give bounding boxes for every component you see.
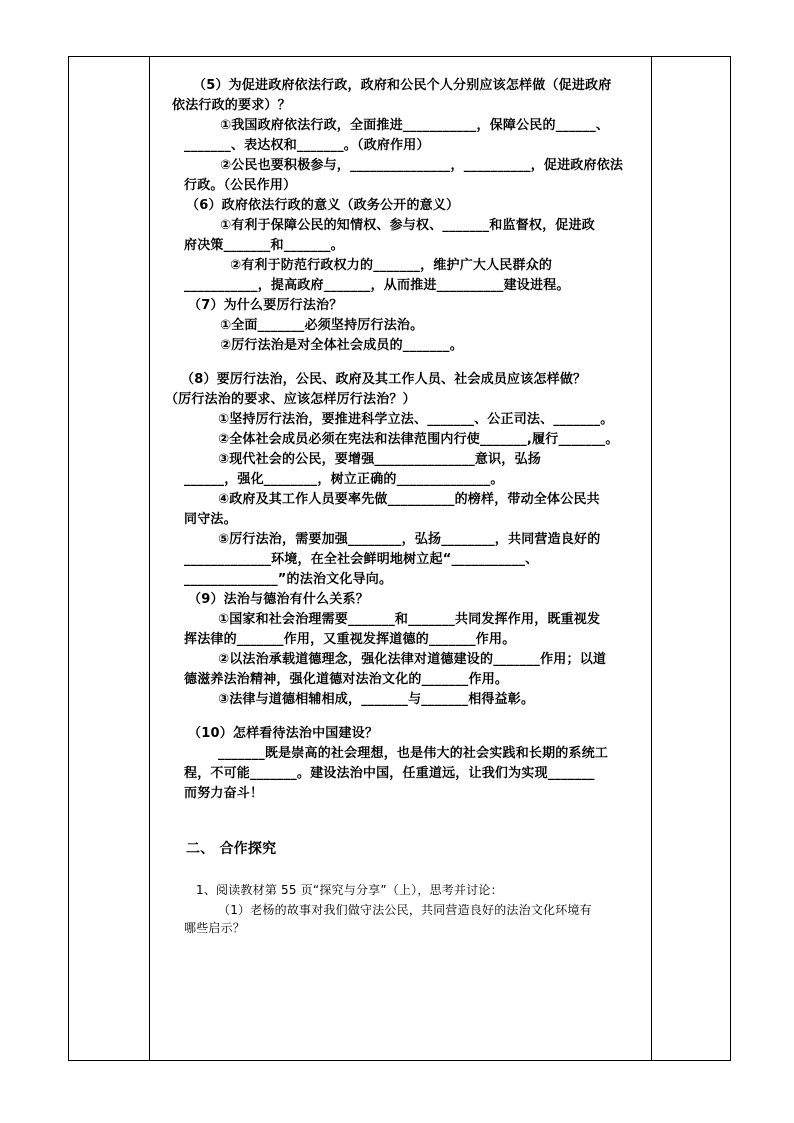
- q8-item1: ①坚持厉行法治，要推进科学立法、_______、公正司法、_______。: [218, 412, 614, 427]
- q8-item5-line2: _____________环境，在全社会鲜明地树立起“___________、: [184, 552, 539, 567]
- q10-title: （10）怎样看待法治中国建设？: [188, 726, 379, 741]
- q6-item1-line2: 府决策_______和_______。: [184, 238, 344, 253]
- q8-item5-line3: ______________”的法治文化导向。: [184, 572, 393, 587]
- q9-item1-line2: 挥法律的_______作用，又重视发挥道德的_______作用。: [184, 632, 516, 647]
- q5-item2-line1: ②公民也要积极参与，_______________，__________，促进政府依法: [220, 158, 624, 173]
- q6-item2-line2: ___________，提高政府_______，从而推进__________建设进程。: [184, 278, 570, 293]
- q5-item1-line2: _______、表达权和_______。（政府作用）: [184, 138, 430, 153]
- q10-body-line2: 程，不可能_______。建设法治中国，任重道远，让我们为实现_______: [184, 766, 595, 781]
- q6-item1-line1: ①有利于保障公民的知情权、参与权、_______和监督权，促进政: [220, 218, 595, 233]
- q8-item5-line1: ⑤厉行法治，需要加强________，弘扬________，共同营造良好的: [218, 532, 601, 547]
- q7-item1: ①全面_______必须坚持厉行法治。: [220, 318, 424, 333]
- q9-item1-line1: ①国家和社会治理需要_______和_______共同发挥作用，既重视发: [218, 612, 601, 627]
- q5-title-line2: 依法行政的要求）？: [172, 98, 291, 113]
- q8-item3-line2: ______，强化________，树立正确的______________。: [184, 472, 504, 487]
- q5-item1-line1: ①我国政府依法行政，全面推进___________，保障公民的______、: [220, 118, 610, 133]
- q9-item3: ③法律与道德相辅相成，_______与_______相得益彰。: [218, 692, 535, 707]
- q5-item2-line2: 行政。（公民作用）: [184, 178, 297, 193]
- q8-title-line2: （厉行法治的要求、应该怎样厉行法治？）: [165, 392, 416, 407]
- task1-question-line1: （1）老杨的故事对我们做守法公民，共同营造良好的法治文化环境有: [218, 903, 592, 917]
- q10-body-line3: 而努力奋斗！: [184, 786, 264, 801]
- q8-item2: ②全体社会成员必须在宪法和法律范围内行使_______,履行_______。: [218, 432, 619, 447]
- q9-title: （9）法治与德治有什么关系？: [188, 592, 369, 607]
- q6-title: （6）政府依法行政的意义（政务公开的意义）: [186, 198, 460, 213]
- q7-title: （7）为什么要厉行法治？: [188, 298, 343, 313]
- q8-title-line1: （8）要厉行法治，公民、政府及其工作人员、社会成员应该怎样做？: [181, 372, 587, 387]
- q7-item2: ②厉行法治是对全体社会成员的_______。: [220, 338, 463, 353]
- q9-item2-line2: 德滋养法治精神，强化道德对法治文化的_______作用。: [184, 672, 509, 687]
- task1-question-line2: 哪些启示？: [184, 921, 246, 935]
- q9-item2-line1: ②以法治承载道德理念，强化法律对道德建设的_______作用；以道: [218, 652, 607, 667]
- q8-item4-line1: ④政府及其工作人员要率先做__________的榜样，带动全体公民共: [218, 492, 600, 507]
- column-divider-right: [651, 57, 652, 1060]
- task1-instruction: 1、阅读教材第 55 页“探究与分享”（上），思考并讨论：: [196, 883, 503, 897]
- q6-item2-line1: ②有利于防范行政权力的_______，维护广大人民群众的: [230, 258, 553, 273]
- column-divider-left: [149, 57, 150, 1060]
- section-heading-cooperation: 二、 合作探究: [186, 841, 277, 857]
- q10-body-line1: _______既是崇高的社会理想，也是伟大的社会实践和长期的系统工: [218, 746, 609, 761]
- q8-item3-line1: ③现代社会的公民，要增强_______________意识，弘扬: [218, 452, 541, 467]
- q5-title-line1: （5）为促进政府依法行政，政府和公民个人分别应该怎样做（促进政府: [193, 78, 612, 93]
- q8-item4-line2: 同守法。: [184, 512, 237, 527]
